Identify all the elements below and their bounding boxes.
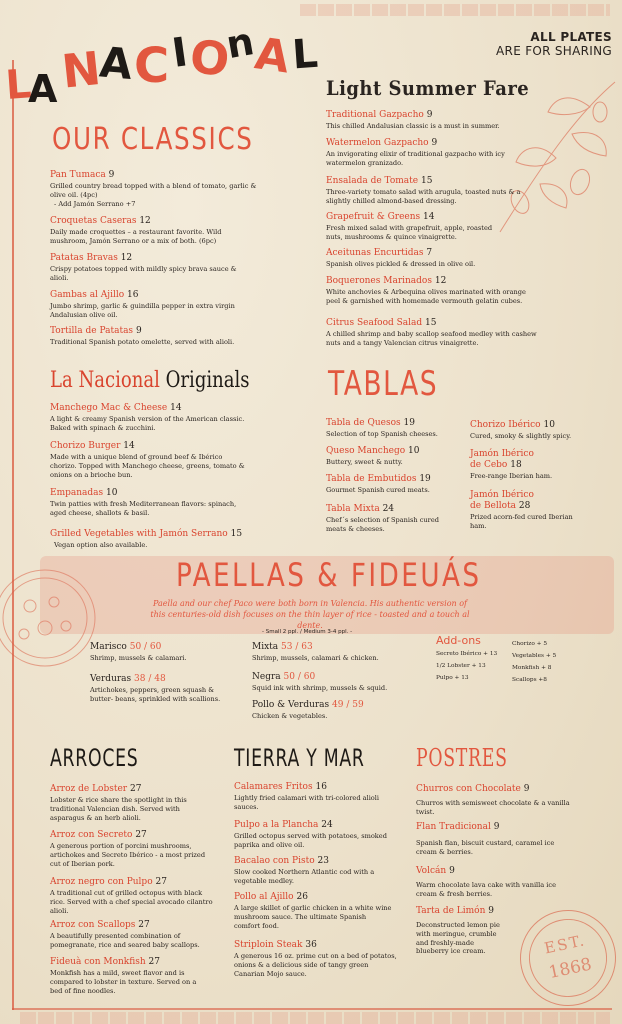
item-name: Negra [252, 672, 281, 682]
item-name: Calamares Fritos [234, 782, 313, 792]
menu-item [326, 248, 526, 269]
item-description: A beautifully presented combination of pomegranate, rice and seared baby scallops. [50, 932, 200, 949]
item-name: Empanadas [50, 488, 104, 498]
menu-item [470, 449, 610, 481]
addon-item: Secreto Ibérico + 13 [436, 651, 498, 657]
item-price: 9 [108, 170, 115, 180]
arroces-heading: ARROCES [50, 744, 139, 772]
item-description: A generous portion of porcini mushrooms, artichokes and Secreto Ibérico - a most prized cut of Iberian pork. [50, 842, 206, 868]
item-description: A large skillet of garlic chicken in a white wine mushroom sauce. The ultimate Spanish comfort food. [234, 904, 392, 930]
item-description: Chef´s selection of Spanish cured meats & cheeses. [326, 516, 439, 533]
menu-item [326, 418, 466, 439]
item-price: 9 [449, 866, 455, 876]
item-price: 27 [148, 957, 160, 967]
item-description: Buttery, sweet & nutty. [326, 458, 403, 466]
menu-item [234, 782, 398, 812]
item-price: 12 [139, 216, 151, 226]
item-price: 14 [170, 403, 182, 413]
item-name: Grilled Vegetables with Jamón Serrano [50, 529, 228, 539]
svg-text:L: L [4, 61, 33, 109]
item-addon: - Add Jamón Serrano +7 [54, 199, 136, 208]
originals-heading-word: Originals [165, 368, 250, 393]
menu-item [416, 906, 506, 956]
item-description: Cured, smoky & slightly spicy. [470, 432, 572, 440]
menu-item [50, 784, 210, 822]
item-description: Fresh mixed salad with grapefruit, apple, roasted nuts, mushrooms & quince vinaigrette. [326, 224, 493, 241]
item-price: 24 [321, 820, 333, 830]
menu-item [234, 856, 394, 886]
item-price: 15 [425, 318, 437, 328]
item-name: Grapefruit & Greens [326, 212, 421, 222]
item-description: Chicken & vegetables. [252, 712, 328, 720]
item-price: 50 / 60 [283, 672, 316, 682]
item-price: 27 [135, 830, 147, 840]
item-price: 10 [543, 420, 555, 430]
item-name: Fideuà con Monkfish [50, 957, 146, 967]
item-name: Verduras [90, 674, 132, 684]
item-description: Grilled octopus served with potatoes, smoked paprika and olive oil. [234, 832, 387, 849]
sharing-line-2: ARE FOR SHARING [496, 44, 612, 58]
item-name: Arroz de Lobster [50, 784, 128, 794]
item-price: 27 [129, 784, 142, 794]
item-description: Churros with semisweet chocolate & a vanilla twist. [416, 799, 570, 816]
svg-text:I: I [169, 29, 191, 77]
svg-text:N: N [59, 41, 104, 99]
brick-border-bottom [20, 1012, 610, 1024]
menu-item [326, 446, 466, 467]
stamp-est: EST. [542, 931, 588, 958]
svg-text:A: A [28, 67, 58, 111]
menu-item [50, 403, 250, 433]
item-name: Tortilla de Patatas [50, 326, 134, 336]
item-description: Traditional Spanish potato omelette, served with alioli. [50, 338, 235, 346]
item-description: Lightly fried calamari with tri-colored alioli sauces. [234, 794, 379, 811]
sharing-note [496, 30, 612, 58]
item-name: Aceitunas Encurtidas [326, 248, 424, 258]
paellas-size-note: - Small 2 ppl. / Medium 3-4 ppl. - [262, 629, 353, 635]
item-description: Jumbo shrimp, garlic & guindilla pepper in extra virgin Andalusian olive oil. [50, 302, 235, 319]
originals-heading [50, 368, 250, 393]
item-description: Shrimp, mussels & calamari. [90, 654, 187, 662]
item-name: Arroz negro con Pulpo [50, 877, 153, 887]
item-price: 16 [127, 290, 139, 300]
item-price: 36 [305, 940, 317, 950]
item-description: Squid ink with shrimp, mussels & squid. [252, 684, 388, 692]
item-price: 9 [488, 906, 494, 916]
item-price: 12 [434, 276, 447, 286]
item-description: Gourmet Spanish cured meats. [326, 486, 430, 494]
item-name: Watermelon Gazpacho [326, 138, 429, 148]
item-price: 26 [296, 892, 308, 902]
menu-item [252, 642, 432, 663]
item-name: Volcán [416, 866, 447, 876]
item-description: Grilled country bread topped with a blend of tomato, garlic & olive oil. (4pc) [50, 182, 257, 199]
paellas-heading: PAELLAS & FIDEUÁS [176, 556, 482, 594]
menu-item [470, 420, 610, 441]
menu-item [50, 830, 216, 868]
item-name: Queso Manchego [326, 446, 406, 456]
addon-item: Chorizo + 5 [512, 641, 548, 647]
postres-heading: POSTRES [416, 744, 508, 772]
item-description: Twin patties with fresh Mediterranean flavors: spinach, aged cheese, shallots & basil. [50, 500, 237, 517]
menu-item [234, 820, 404, 850]
menu-item [326, 276, 538, 306]
menu-item [416, 822, 576, 857]
item-price: 15 [230, 529, 243, 539]
menu-item [326, 212, 506, 242]
menu-item [50, 216, 258, 246]
addons-list-2 [512, 638, 556, 686]
svg-text:n: n [222, 19, 258, 68]
menu-item [50, 290, 262, 320]
menu-item [326, 318, 538, 348]
item-price: 15 [420, 176, 433, 186]
originals-heading-brand: La Nacional [50, 368, 166, 393]
light-summer-heading: Light Summer Fare [326, 76, 530, 100]
item-name: Croquetas Caseras [50, 216, 137, 226]
svg-text:A: A [251, 28, 293, 84]
item-name: Mixta [252, 642, 279, 652]
addon-item: Scallops +8 [512, 677, 547, 683]
addons-heading: Add-ons [436, 634, 481, 647]
item-name: Arroz con Secreto [50, 830, 133, 840]
item-description: Made with a unique blend of ground beef & Ibérico chorizo. Topped with Manchego cheese, greens, tomato & onions on a brioche bun. [50, 453, 245, 479]
menu-item [50, 253, 240, 283]
menu-item [50, 920, 216, 950]
menu-item [252, 700, 432, 721]
item-description: Three-variety tomato salad with arugula, toasted nuts & a slightly chilled almond-based dressing. [326, 188, 521, 205]
item-name: Arroz con Scallops [50, 920, 136, 930]
item-description: Warm chocolate lava cake with vanilla ice cream & fresh berries. [416, 881, 557, 898]
item-price: 9 [523, 784, 530, 794]
menu-item [252, 672, 432, 693]
brick-border-top [300, 4, 610, 16]
item-price: 12 [120, 253, 133, 263]
item-price: 10 [408, 446, 420, 456]
item-name: Pan Tumaca [50, 170, 106, 180]
item-price: 9 [426, 110, 433, 120]
item-price: 10 [106, 488, 118, 498]
item-name: Manchego Mac & Cheese [50, 403, 168, 413]
item-name: Tabla de Embutidos [326, 474, 417, 484]
addon-item: Pulpo + 13 [436, 675, 469, 681]
menu-item [470, 490, 590, 531]
item-name: Jamón Ibérico [470, 449, 534, 459]
item-description: Free-range Iberian ham. [470, 472, 553, 480]
menu-item [416, 866, 576, 899]
item-description: A generous 16 oz. prime cut on a bed of potatos, onions & a delicious side of tangy green Canarian Mojo sauce. [234, 952, 397, 978]
item-name: Pollo & Verduras [252, 700, 330, 710]
est-1868-stamp [511, 901, 622, 1015]
item-description: Artichokes, peppers, green squash & butter- beans, sprinkled with scallions. [90, 686, 221, 703]
menu-item [50, 957, 210, 995]
svg-text:C: C [134, 38, 170, 94]
item-description: Crispy potatoes topped with mildly spicy brava sauce & alioli. [50, 265, 237, 282]
menu-item [50, 326, 270, 347]
item-price: 14 [423, 212, 435, 222]
item-price: 14 [123, 441, 135, 451]
item-description: Slow cooked Northern Atlantic cod with a vegetable medley. [234, 868, 375, 885]
item-name-line2: de Cebo [470, 460, 508, 470]
menu-item [326, 504, 454, 534]
menu-item [326, 176, 526, 206]
item-price: 24 [382, 504, 395, 514]
item-price: 38 / 48 [134, 674, 166, 684]
item-name: Chorizo Burger [50, 441, 121, 451]
menu-item [416, 784, 576, 817]
item-description: Spanish flan, biscuit custard, caramel ice cream & berries. [416, 839, 555, 856]
menu-item [326, 474, 466, 495]
item-description: Selection of top Spanish cheeses. [326, 430, 438, 438]
menu-item [234, 940, 400, 978]
item-description: A light & creamy Spanish version of the American classic. Baked with spinach & zucchini. [50, 415, 245, 432]
item-description: Shrimp, mussels, calamari & chicken. [252, 654, 379, 662]
item-description: White anchovies & Arbequina olives marinated with orange peel & garnished with homemade vermouth gelatin cubes. [326, 288, 526, 305]
item-price: 7 [426, 248, 433, 258]
la-nacional-logo [0, 0, 330, 112]
item-price: 19 [403, 418, 415, 428]
stamp-year: 1868 [547, 954, 594, 984]
item-description: Prized acorn-fed cured Iberian ham. [470, 513, 573, 530]
item-price: 18 [510, 460, 522, 470]
addon-item: Vegetables + 5 [512, 653, 557, 659]
menu-item [90, 674, 230, 704]
item-name: Marisco [90, 642, 127, 652]
menu-item [90, 642, 240, 663]
red-border-left [12, 60, 14, 1010]
item-description: An invigorating elixir of traditional gazpacho with icy watermelon granizado. [326, 150, 505, 167]
svg-text:A: A [97, 37, 135, 89]
item-name: Ensalada de Tomate [326, 176, 419, 186]
item-name: Pollo al Ajillo [234, 892, 294, 902]
item-name: Tabla Mixta [326, 504, 380, 514]
item-price: 9 [431, 138, 438, 148]
item-price: 16 [315, 782, 327, 792]
menu-item [50, 488, 254, 518]
item-price: 49 / 59 [332, 700, 364, 710]
item-name: Chorizo Ibérico [470, 420, 541, 430]
item-description: Vegan option also available. [54, 541, 148, 549]
item-name: Churros con Chocolate [416, 784, 521, 794]
item-name-line2: de Bellota [470, 501, 517, 511]
sharing-line-1: ALL PLATES [530, 30, 612, 44]
item-name: Bacalao con Pisto [234, 856, 315, 866]
svg-text:O: O [187, 29, 233, 87]
item-price: 9 [135, 326, 142, 336]
addon-item: 1/2 Lobster + 13 [436, 663, 486, 669]
svg-text:L: L [290, 30, 320, 79]
menu-item [326, 110, 526, 131]
addon-item: Monkfish + 8 [512, 665, 552, 671]
item-name: Patatas Bravas [50, 253, 118, 263]
item-price: 28 [518, 501, 531, 511]
item-name: Citrus Seafood Salad [326, 318, 423, 328]
menu-item [50, 877, 216, 915]
item-price: 19 [419, 474, 431, 484]
item-name: Tarta de Limón [416, 906, 486, 916]
menu-item [50, 441, 250, 479]
item-name: Boquerones Marinados [326, 276, 432, 286]
item-description: This chilled Andalusian classic is a must in summer. [326, 122, 500, 130]
item-name: Flan Tradicional [416, 822, 491, 832]
item-price: 50 / 60 [129, 642, 162, 652]
tierra-y-mar-heading: TIERRA Y MAR [234, 744, 365, 772]
item-name: Pulpo a la Plancha [234, 820, 319, 830]
menu-item [326, 138, 516, 168]
item-description: Deconstructed lemon pie with meringue, crumble and freshly-made blueberry ice cream. [416, 921, 500, 956]
item-name: Striploin Steak [234, 940, 303, 950]
item-description: Monkfish has a mild, sweet flavor and is compared to lobster in texture. Served on a bed of fine noodles. [50, 969, 197, 995]
item-name: Traditional Gazpacho [326, 110, 424, 120]
tablas-heading: TABLAS [328, 364, 439, 404]
item-price: 9 [493, 822, 500, 832]
item-name: Gambas al Ajillo [50, 290, 125, 300]
item-description: Lobster & rice share the spotlight in this traditional Valencian dish. Served with asparagus & an herb alioli. [50, 796, 187, 822]
menu-item [50, 529, 280, 550]
classics-heading: OUR CLASSICS [52, 122, 254, 157]
item-description: Daily made croquettes – a restaurant favorite. Wild mushroom, Jamón Serrano or a mix of both. (6pc) [50, 228, 222, 245]
item-description: A traditional cut of grilled octopus with black rice. Served with a chef special avocado cilantro alioli. [50, 889, 213, 915]
item-name: Jamón Ibérico [470, 490, 534, 500]
item-price: 23 [317, 856, 329, 866]
paellas-description: Paella and our chef Paco were both born in Valencia. His authentic version of this centuries-old dish focuses on the thin layer of rice - toasted and a touch al dente. [150, 599, 470, 630]
addons-list-1 [436, 648, 497, 684]
red-border-bottom [12, 1008, 612, 1010]
item-price: 27 [155, 877, 167, 887]
item-description: A chilled shrimp and baby scallop seafood medley with cashew nuts and a tangy Valencian citrus vinaigrette. [326, 330, 537, 347]
item-price: 53 / 63 [281, 642, 313, 652]
menu-item [234, 892, 394, 930]
item-price: 27 [138, 920, 150, 930]
item-name: Tabla de Quesos [326, 418, 401, 428]
item-description: Spanish olives pickled & dressed in olive oil. [326, 260, 476, 268]
menu-item [50, 170, 258, 208]
